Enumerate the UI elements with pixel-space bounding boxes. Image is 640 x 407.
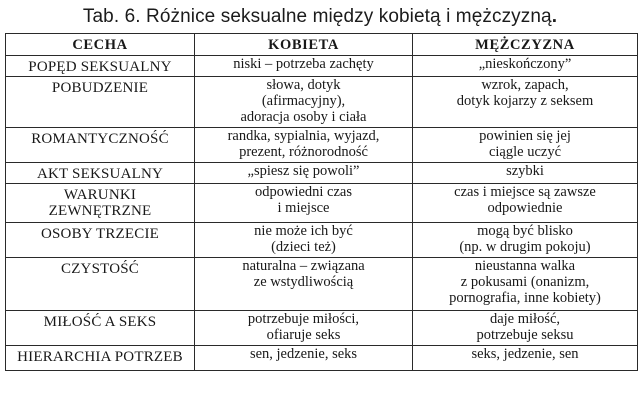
woman-cell bbox=[195, 311, 413, 346]
cell-line: z pokusami (onanizm, bbox=[460, 274, 590, 290]
cell-line: (dzieci też) bbox=[271, 239, 336, 255]
cell-line: powinien się jej bbox=[479, 128, 571, 144]
feature-cell bbox=[6, 163, 195, 184]
cell-line: odpowiedni czas bbox=[254, 184, 353, 200]
cell-line: ROMANTYCZNOŚĆ bbox=[31, 131, 169, 147]
man-cell bbox=[413, 258, 638, 311]
woman-cell bbox=[195, 77, 413, 128]
cell-line: nieustanna walka bbox=[474, 258, 576, 274]
cell-line: POPĘD SEKSUALNY bbox=[28, 59, 172, 75]
table-row bbox=[6, 184, 638, 223]
man-cell bbox=[413, 128, 638, 163]
woman-cell bbox=[195, 163, 413, 184]
table-row bbox=[6, 311, 638, 346]
table-caption-period: . bbox=[551, 6, 558, 27]
cell-line: „spiesz się powoli” bbox=[247, 163, 360, 179]
cell-line: (np. w drugim pokoju) bbox=[459, 239, 591, 255]
woman-cell bbox=[195, 223, 413, 258]
cell-line: słowa, dotyk bbox=[266, 77, 341, 93]
cell-line: potrzebuje seksu bbox=[476, 327, 574, 343]
woman-cell bbox=[195, 184, 413, 223]
table-caption bbox=[0, 2, 640, 32]
cell-line: „nieskończony” bbox=[478, 56, 572, 72]
man-cell bbox=[413, 56, 638, 77]
column-header-woman: KOBIETA bbox=[195, 34, 413, 56]
man-cell bbox=[413, 311, 638, 346]
woman-cell bbox=[195, 346, 413, 371]
man-cell bbox=[413, 163, 638, 184]
comparison-table bbox=[5, 33, 638, 371]
cell-line: mogą być blisko bbox=[477, 223, 573, 239]
header-row bbox=[6, 34, 638, 56]
feature-cell bbox=[6, 77, 195, 128]
man-cell bbox=[413, 346, 638, 371]
cell-line: sen, jedzenie, seks bbox=[249, 346, 358, 362]
cell-line: adoracja osoby i ciała bbox=[240, 109, 367, 125]
cell-line: ciągle uczyć bbox=[488, 144, 562, 160]
cell-line: dotyk kojarzy z seksem bbox=[456, 93, 594, 109]
cell-line: randka, sypialnia, wyjazd, bbox=[227, 128, 380, 144]
table-row bbox=[6, 223, 638, 258]
cell-line: AKT SEKSUALNY bbox=[36, 166, 164, 182]
cell-line: potrzebuje miłości, bbox=[247, 311, 360, 327]
cell-line: szybki bbox=[506, 163, 544, 179]
cell-line: (afirmacyjny), bbox=[261, 93, 346, 109]
feature-cell bbox=[6, 223, 195, 258]
man-cell bbox=[413, 77, 638, 128]
cell-line: WARUNKI bbox=[63, 187, 137, 203]
cell-line: wzrok, zapach, bbox=[481, 77, 569, 93]
cell-line: CZYSTOŚĆ bbox=[60, 261, 139, 277]
cell-line: pornografia, inne kobiety) bbox=[449, 290, 601, 306]
cell-line: ze wstydliwością bbox=[253, 274, 354, 290]
table-row bbox=[6, 163, 638, 184]
woman-cell bbox=[195, 56, 413, 77]
table-row bbox=[6, 258, 638, 311]
feature-cell bbox=[6, 346, 195, 371]
cell-line: prezent, różnorodność bbox=[239, 144, 368, 160]
cell-line: ofiaruje seks bbox=[266, 327, 341, 343]
cell-line: i miejsce bbox=[277, 200, 330, 216]
cell-line: daje miłość, bbox=[489, 311, 561, 327]
cell-line: nie może ich być bbox=[254, 223, 353, 239]
cell-line: POBUDZENIE bbox=[51, 80, 149, 96]
cell-line: czas i miejsce są zawsze bbox=[454, 184, 596, 200]
column-header-feature: CECHA bbox=[6, 34, 195, 56]
feature-cell bbox=[6, 258, 195, 311]
cell-line: ZEWNĘTRZNE bbox=[48, 203, 152, 219]
man-cell bbox=[413, 184, 638, 223]
column-header-man: MĘŻCZYZNA bbox=[413, 34, 638, 56]
man-cell bbox=[413, 223, 638, 258]
woman-cell bbox=[195, 128, 413, 163]
table-row bbox=[6, 56, 638, 77]
table-row bbox=[6, 77, 638, 128]
cell-line: niski – potrzeba zachęty bbox=[233, 56, 374, 72]
cell-line: odpowiednie bbox=[487, 200, 563, 216]
cell-line: naturalna – związana bbox=[242, 258, 365, 274]
woman-cell bbox=[195, 258, 413, 311]
feature-cell bbox=[6, 128, 195, 163]
cell-line: OSOBY TRZECIE bbox=[40, 226, 160, 242]
feature-cell bbox=[6, 56, 195, 77]
cell-line: HIERARCHIA POTRZEB bbox=[17, 349, 183, 365]
feature-cell bbox=[6, 184, 195, 223]
feature-cell bbox=[6, 311, 195, 346]
cell-line: MIŁOŚĆ A SEKS bbox=[43, 314, 157, 330]
table-row bbox=[6, 128, 638, 163]
table-row bbox=[6, 346, 638, 371]
cell-line: seks, jedzenie, sen bbox=[471, 346, 579, 362]
table-caption-text: Tab. 6. Różnice seksualne między kobietą i mężczyzną bbox=[82, 6, 552, 27]
